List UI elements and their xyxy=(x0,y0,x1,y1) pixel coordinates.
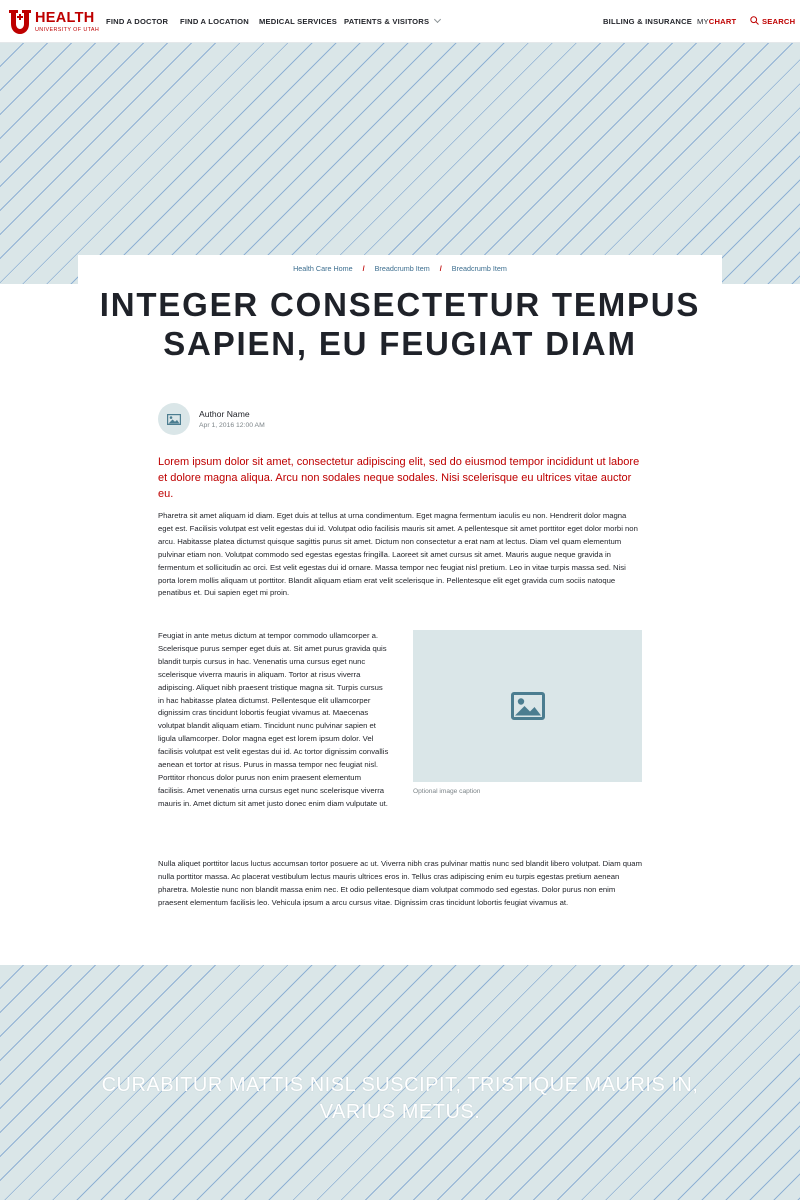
mychart-prefix: MY xyxy=(697,17,709,26)
footer-quote: CURABITUR MATTIS NISL SUSCIPIT, TRISTIQUE MAURIS IN, VARIUS METUS. xyxy=(101,1074,699,1123)
hero-pattern-band xyxy=(0,43,800,284)
image-placeholder-icon xyxy=(511,692,545,720)
author-avatar xyxy=(158,403,190,435)
author-name[interactable]: Author Name xyxy=(199,409,250,419)
breadcrumb-item-1[interactable]: Breadcrumb Item xyxy=(374,264,430,273)
chevron-down-icon xyxy=(434,16,441,23)
breadcrumb xyxy=(78,264,722,273)
nav-mychart[interactable] xyxy=(697,0,736,43)
search-icon xyxy=(750,1,759,10)
nav-find-a-doctor[interactable]: FIND A DOCTOR xyxy=(106,17,169,26)
site-logo[interactable] xyxy=(8,8,99,36)
nav-patients-visitors[interactable] xyxy=(344,0,440,43)
article-paragraph: Nulla aliquet porttitor lacus luctus accumsan tortor posuere ac ut. Viverra nibh cras pulvinar mattis nunc sed blandit libero volutpat. Diam quam nulla porttitor massa. Ac placerat vestibulum lectus mauris ultrices eros in. Tellus cras adipiscing enim eu turpis egestas pretium aenean pharetra. Molestie nunc non blandit massa enim nec. Et odio pellentesque diam volutpat commodo sed egestas. Dolor purus non enim praesent elementum facilisis leo. Vehicula ipsum a arcu cursus vitae. Dignissim cras tincidunt lobortis feugiat vivamus at. xyxy=(158,859,642,907)
nav-patients-visitors-label: PATIENTS & VISITORS xyxy=(344,17,430,26)
search-label: SEARCH xyxy=(762,17,796,26)
mychart-suffix: CHART xyxy=(708,17,737,26)
logo-wordmark: HEALTH xyxy=(35,10,95,27)
site-header xyxy=(0,0,800,43)
nav-find-a-location[interactable]: FIND A LOCATION xyxy=(180,17,249,26)
image-caption: Optional image caption xyxy=(413,788,481,795)
breadcrumb-separator: / xyxy=(362,264,365,273)
page-title: INTEGER CONSECTETUR TEMPUS SAPIEN, EU FEUGIAT DIAM xyxy=(99,286,701,362)
university-u-logo-icon xyxy=(8,9,32,35)
search-button[interactable] xyxy=(750,0,795,43)
breadcrumb-item-2[interactable]: Breadcrumb Item xyxy=(451,264,507,273)
breadcrumb-home[interactable]: Health Care Home xyxy=(293,264,353,273)
breadcrumb-separator: / xyxy=(439,264,442,273)
article-lead: Lorem ipsum dolor sit amet, consectetur adipiscing elit, sed do eiusmod tempor incididunt ut labore et dolore magna aliqua. Arcu non sodales neque sodales. Nisi scelerisque eu ultrices vitae auctor eu. xyxy=(158,456,640,500)
nav-medical-services[interactable]: MEDICAL SERVICES xyxy=(259,17,338,26)
article-paragraph: Pharetra sit amet aliquam id diam. Eget duis at tellus at urna condimentum. Eget magna fermentum iaculis eu non. Hendrerit dolor magna eget est. Facilisis volutpat est velit egestas dui id. Volutpat odio facilisis mauris sit amet. A pellentesque sit amet porttitor eget dolor morbi non arcu. Habitasse platea dictumst quisque sagittis purus sit amet. Dictum non consectetur a erat nam at lectus. Diam vel quam elementum pulvinar etiam non. Volutpat commodo sed egestas egestas fringilla. Laoreet sit amet cursus sit amet. Mauris augue neque gravida in fermentum et sollicitudin ac orci. Est velit egestas dui id ornare. Massa tempor nec feugiat nisl pretium. Leo in vitae turpis massa sed. Nisi porta lorem mollis aliquam ut porttitor. Blandit aliquam etiam erat velit scelerisque in. Pellentesque elit eget gravida cum sociis natoque penatibus et. Dui sapien eget mi proin. xyxy=(158,511,638,598)
author-date: Apr 1, 2016 12:00 AM xyxy=(199,422,265,429)
image-placeholder-icon xyxy=(167,414,181,425)
nav-billing-insurance[interactable]: BILLING & INSURANCE xyxy=(603,17,693,26)
logo-subline: UNIVERSITY OF UTAH xyxy=(35,26,100,33)
article-image xyxy=(413,630,642,782)
article-paragraph: Feugiat in ante metus dictum at tempor commodo ullamcorper a. Scelerisque purus semper eget duis at. Sit amet purus gravida quis blandit turpis cursus in hac. Venenatis urna cursus eget nunc scelerisque viverra mauris in aliquam. Tortor at risus viverra adipiscing. Aliquet nibh praesent tristique magna sit. Turpis cursus in hac habitasse platea dictumst. Pellentesque elit ullamcorper dignissim cras tincidunt lobortis feugiat vivamus at. Maecenas volutpat blandit aliquam etiam. Tincidunt nunc pulvinar sapien et ligula ullamcorper. Dolor magna eget est lorem ipsum dolor. Vel facilisis volutpat est velit egestas dui id. Ac tortor dignissim convallis aenean et tortor at risus. Purus in massa tempor nec feugiat nisl. Porttitor rhoncus dolor purus non enim praesent elementum facilisis. Amet venenatis urna cursus eget nunc scelerisque viverra mauris in. Amet dictum sit amet justo donec enim diam vulputate ut. xyxy=(158,631,389,808)
